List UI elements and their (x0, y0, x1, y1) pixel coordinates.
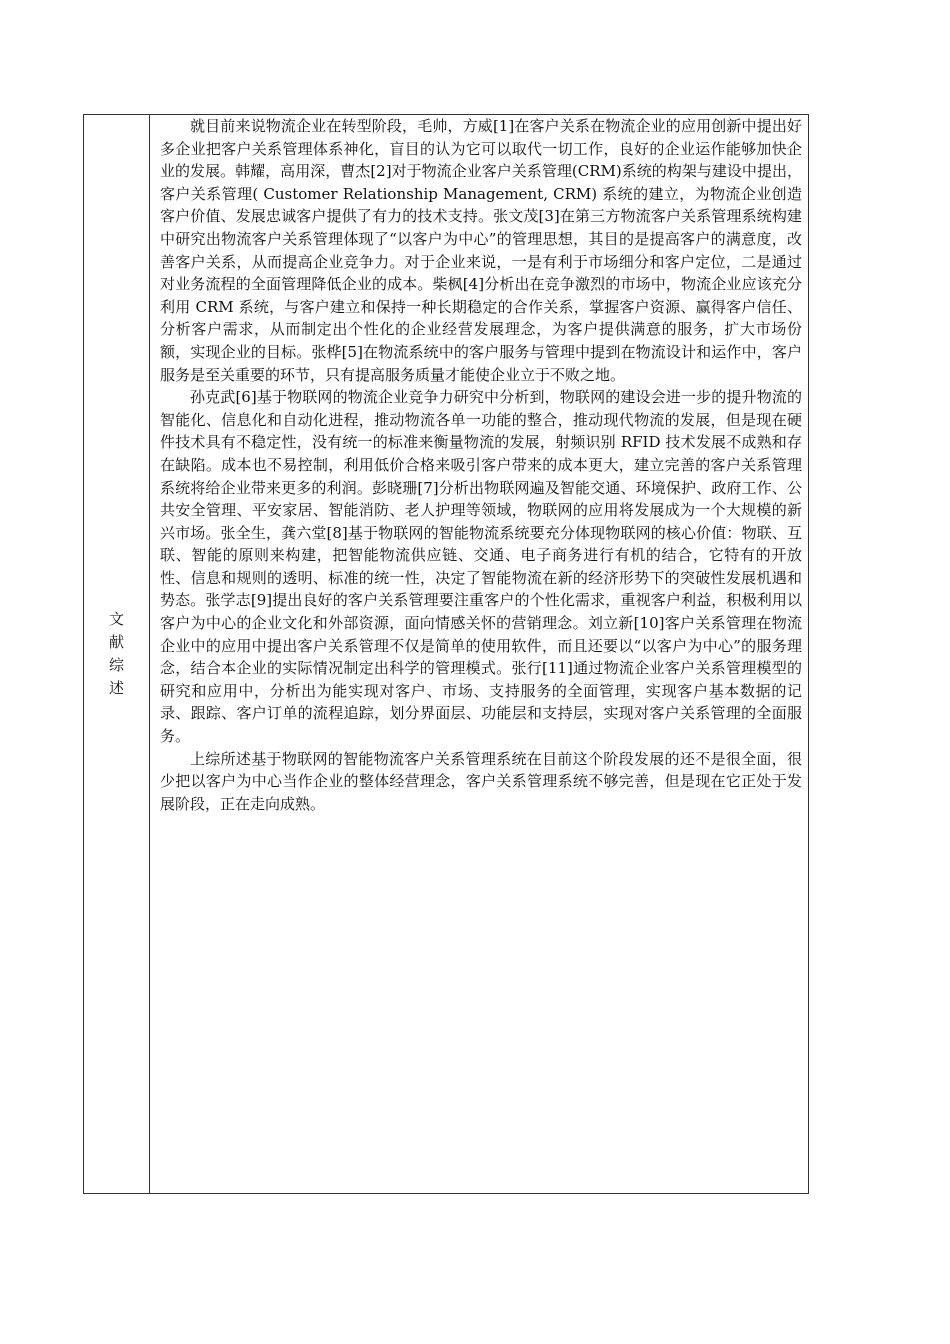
review-paragraph: 孙克武[6]基于物联网的物流企业竞争力研究中分析到，物联网的建设会进一步的提升物流的智能化、信息化和自动化进程，推动物流各单一功能的整合，推动现代物流的发展，但是现在硬件技术具有不稳定性，没有统一的标准来衡量物流的发展，射频识别 RFID 技术发展不成熟和存在缺陷。成本也不易控制，利用低价合格来吸引客户带来的成本更大，建立完善的客户关系管理系统将给企业带来更多的利润。彭晓珊[7]分析出物联网遍及智能交通、环境保护、政府工作、公共安全管理、平安家居、智能消防、老人护理等领域，物联网的应用将发展成为一个大规模的新兴市场。张全生，龚六堂[8]基于物联网的智能物流系统要充分体现物联网的核心价值：物联、互联、智能的原则来构建，把智能物流供应链、交通、电子商务进行有机的结合，它特有的开放性、信息和规则的透明、标准的统一性，决定了智能物流在新的经济形势下的突破性发展机遇和势态。张学志[9]提出良好的客户关系管理要注重客户的个性化需求，重视客户利益，积极利用以客户为中心的企业文化和外部资源，面向情感关怀的营销理念。刘立新[10]客户关系管理在物流企业中的应用中提出客户关系管理不仅是简单的使用软件，而且还要以“以客户为中心”的服务理念，结合本企业的实际情况制定出科学的管理模式。张行[11]通过物流企业客户关系管理模型的研究和应用中，分析出为能实现对客户、市场、支持服务的全面管理，实现客户基本数据的记录、跟踪、客户订单的流程追踪，划分界面层、功能层和支持层，实现对客户关系管理的全面服务。 (160, 388, 802, 746)
section-label: 文献综述 (108, 610, 124, 697)
review-content (150, 115, 808, 1193)
literature-review-table (83, 114, 809, 1194)
review-paragraph: 上综所述基于物联网的智能物流客户关系管理系统在目前这个阶段发展的还不是很全面，很少把以客户为中心当作企业的整体经营理念，客户关系管理系统不够完善，但是现在它正处于发展阶段，正在走向成熟。 (160, 749, 802, 813)
review-paragraph: 就目前来说物流企业在转型阶段，毛帅，方威[1]在客户关系在物流企业的应用创新中提出好多企业把客户关系管理体系神化，盲目的认为它可以取代一切工作，良好的企业运作能够加快企业的发展。韩耀，高用深，曹杰[2]对于物流企业客户关系管理(CRM)系统的构架与建设中提出，客户关系管理( Customer Relationship Management, CRM) 系统的建立，为物流企业创造客户价值、发展忠诚客户提供了有力的技术支持。张文茂[3]在第三方物流客户关系管理系统构建中研究出物流客户关系管理体现了“以客户为中心”的管理思想，其目的是提高客户的满意度，改善客户关系，从而提高企业竞争力。对于企业来说，一是有利于市场细分和客户定位，二是通过对业务流程的全面管理降低企业的成本。柴枫[4]分析出在竞争激烈的市场中，物流企业应该充分利用 CRM 系统，与客户建立和保持一种长期稳定的合作关系，掌握客户资源、赢得客户信任、分析客户需求，从而制定出个性化的企业经营发展理念，为客户提供满意的服务，扩大市场份额，实现企业的目标。张桦[5]在物流系统中的客户服务与管理中提到在物流设计和运作中，客户服务是至关重要的环节，只有提高服务质量才能使企业立于不败之地。 (160, 117, 802, 384)
section-label-cell (84, 115, 150, 1193)
